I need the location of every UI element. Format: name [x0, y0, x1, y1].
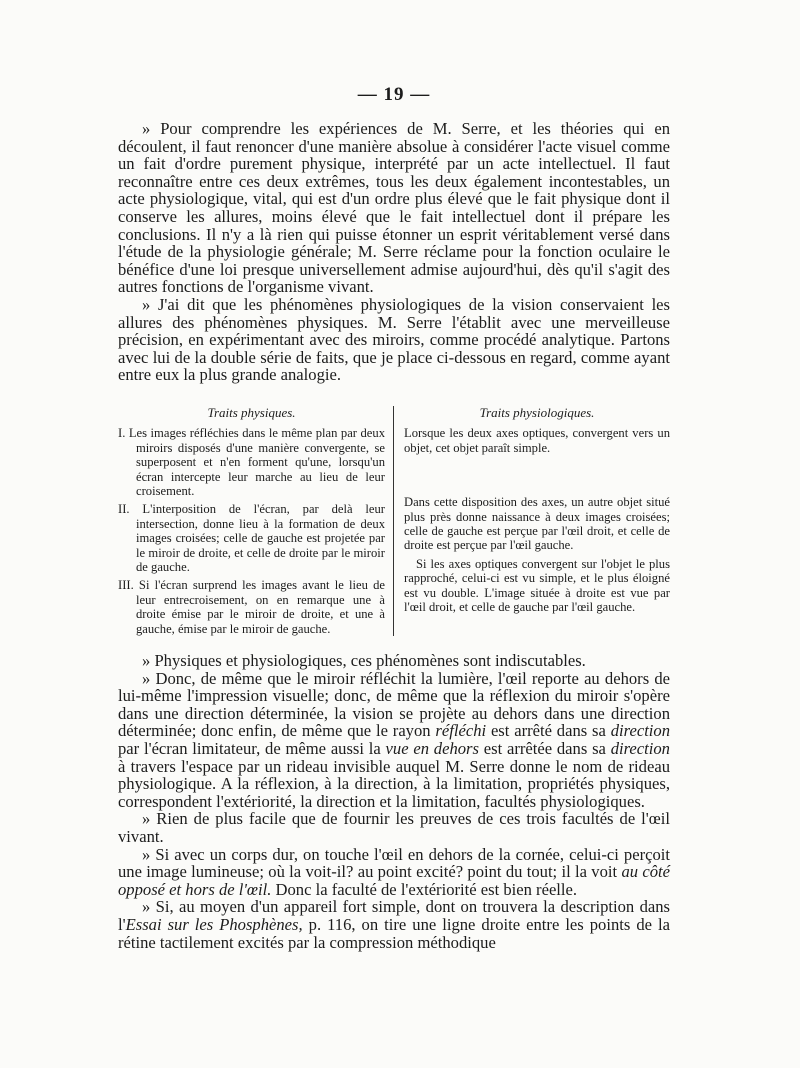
- physical-traits-column: [118, 406, 394, 636]
- physical-trait-2: II. L'interposition de l'écran, par delà leur intersection, donne lieu à la formation de deux images croisées; celle de gauche est projetée par le miroir de droite, et celle de droite par le miroir de gauche.: [118, 502, 385, 574]
- italic-term: direction: [610, 738, 670, 758]
- physical-trait-1: I. Les images réfléchies dans le même plan par deux miroirs disposés d'une manière convergente, se superposent et n'en forment qu'une, lorsqu'un écran intercepte leur marche au lieu de leur croisement.: [118, 426, 385, 498]
- paragraph-indisputable: » Physiques et physiologiques, ces phénomènes sont indiscutables.: [142, 651, 586, 670]
- text-run: à travers l'espace par un rideau invisible auquel M. Serre donne le nom de rideau physiologique. A la réflexion, à la direction, à la limitation, propriétés physiques, correspondent l'extériorité, la direction et la limitation, facultés physiologiques.: [118, 756, 670, 811]
- physiological-traits-column: [394, 406, 670, 636]
- physiological-traits-title: Traits physiologiques.: [479, 404, 595, 420]
- text-run: » Si avec un corps dur, on touche l'œil en dehors de la cornée, celui-ci perçoit une image lumineuse; où la voit-il? au point excité? point du tout; il la voit: [118, 844, 670, 882]
- text-run: p. 116, on tire une ligne droite entre les points de la rétine tactilement excités par la compression méthodique: [118, 914, 670, 952]
- book-title: Essai sur les Phosphènes,: [125, 914, 303, 934]
- page-number: — 19 —: [357, 84, 431, 105]
- paragraph-exteriority: [118, 846, 670, 899]
- physiological-trait-3: Si les axes optiques convergent sur l'objet le plus rapproché, celui-ci est vu simple, et le plus éloigné est vu double. L'image située à droite est vue par l'œil droit, et celle de gauche par l'œil gauche.: [404, 556, 670, 614]
- text-run: est arrêté dans sa: [486, 721, 611, 741]
- paragraph-reflection: [118, 670, 670, 811]
- text-run: » Si, au moyen d'un appareil fort simple, dont on trouvera la description dans l': [118, 897, 670, 934]
- paragraph-analogy: » J'ai dit que les phénomènes physiologiques de la vision conservaient les allures des phénomènes physiques. M. Serre l'établit avec une merveilleuse précision, en expérimentant avec des miroirs, comme procédé analytique. Partons avec lui de la double série de faits, que je place ci-dessous en regard, comme ayant entre eux la plus grande analogie.: [118, 294, 670, 385]
- italic-term: direction: [610, 721, 671, 741]
- text-run: par l'écran limitateur, de même aussi la: [118, 738, 386, 758]
- paragraph-proofs: » Rien de plus facile que de fournir les preuves de ces trois facultés de l'œil vivant.: [118, 809, 670, 846]
- physical-trait-3: III. Si l'écran surprend les images avant le lieu de leur entrecroisement, on en remarque une à droite émise par le miroir de droite, et une à gauche, émise par le miroir de gauche.: [118, 578, 385, 636]
- physiological-trait-2: Dans cette disposition des axes, un autre objet situé plus près donne naissance à deux images croisées; celle de gauche est perçue par l'œil droit, et celle de droite est perçue par l'œil gauche.: [404, 495, 670, 553]
- text-run: Donc la faculté de l'extériorité est bien réelle.: [271, 879, 578, 899]
- paragraph-apparatus: [118, 898, 670, 951]
- italic-term: vue en dehors: [385, 738, 479, 758]
- italic-term: au côté opposé et hors de l'œil.: [118, 862, 670, 899]
- comparison-table: [118, 406, 670, 636]
- text-run: » Donc, de même que le miroir réfléchit la lumière, l'œil reporte au dehors de lui-même l'impression visuelle; donc, de même que la réflexion du miroir s'opère dans une direction déterminée, la vision se projète au dehors dans une direction déterminée; donc enfin, de même que le rayon: [118, 668, 670, 741]
- italic-term: réfléchi: [435, 721, 487, 741]
- paragraph-intro: » Pour comprendre les expériences de M. Serre, et les théories qui en découlent, il faut renoncer d'une manière absolue à considérer l'acte visuel comme un fait d'ordre purement physique, interprété par un acte intellectuel. Il faut reconnaître entre ces deux extrêmes, tous les deux également incontestables, un acte physiologique, vital, qui est d'un ordre plus élevé que le fait physique dont il conserve les allures, moins élevé que le fait intellectuel dont il prépare les conclusions. Il n'y a là rien qui puisse étonner un esprit véritablement versé dans l'étude de la physiologie générale; M. Serre réclame pour la fonction oculaire le bénéfice d'une loi presque universellement admise aujourd'hui, dès qu'il s'agit des autres fonctions de l'organisme vivant.: [118, 119, 670, 297]
- physical-traits-title: Traits physiques.: [207, 404, 296, 420]
- physiological-trait-1: Lorsque les deux axes optiques, convergent vers un objet, cet objet paraît simple.: [404, 426, 670, 455]
- text-run: est arrêtée dans sa: [478, 738, 611, 758]
